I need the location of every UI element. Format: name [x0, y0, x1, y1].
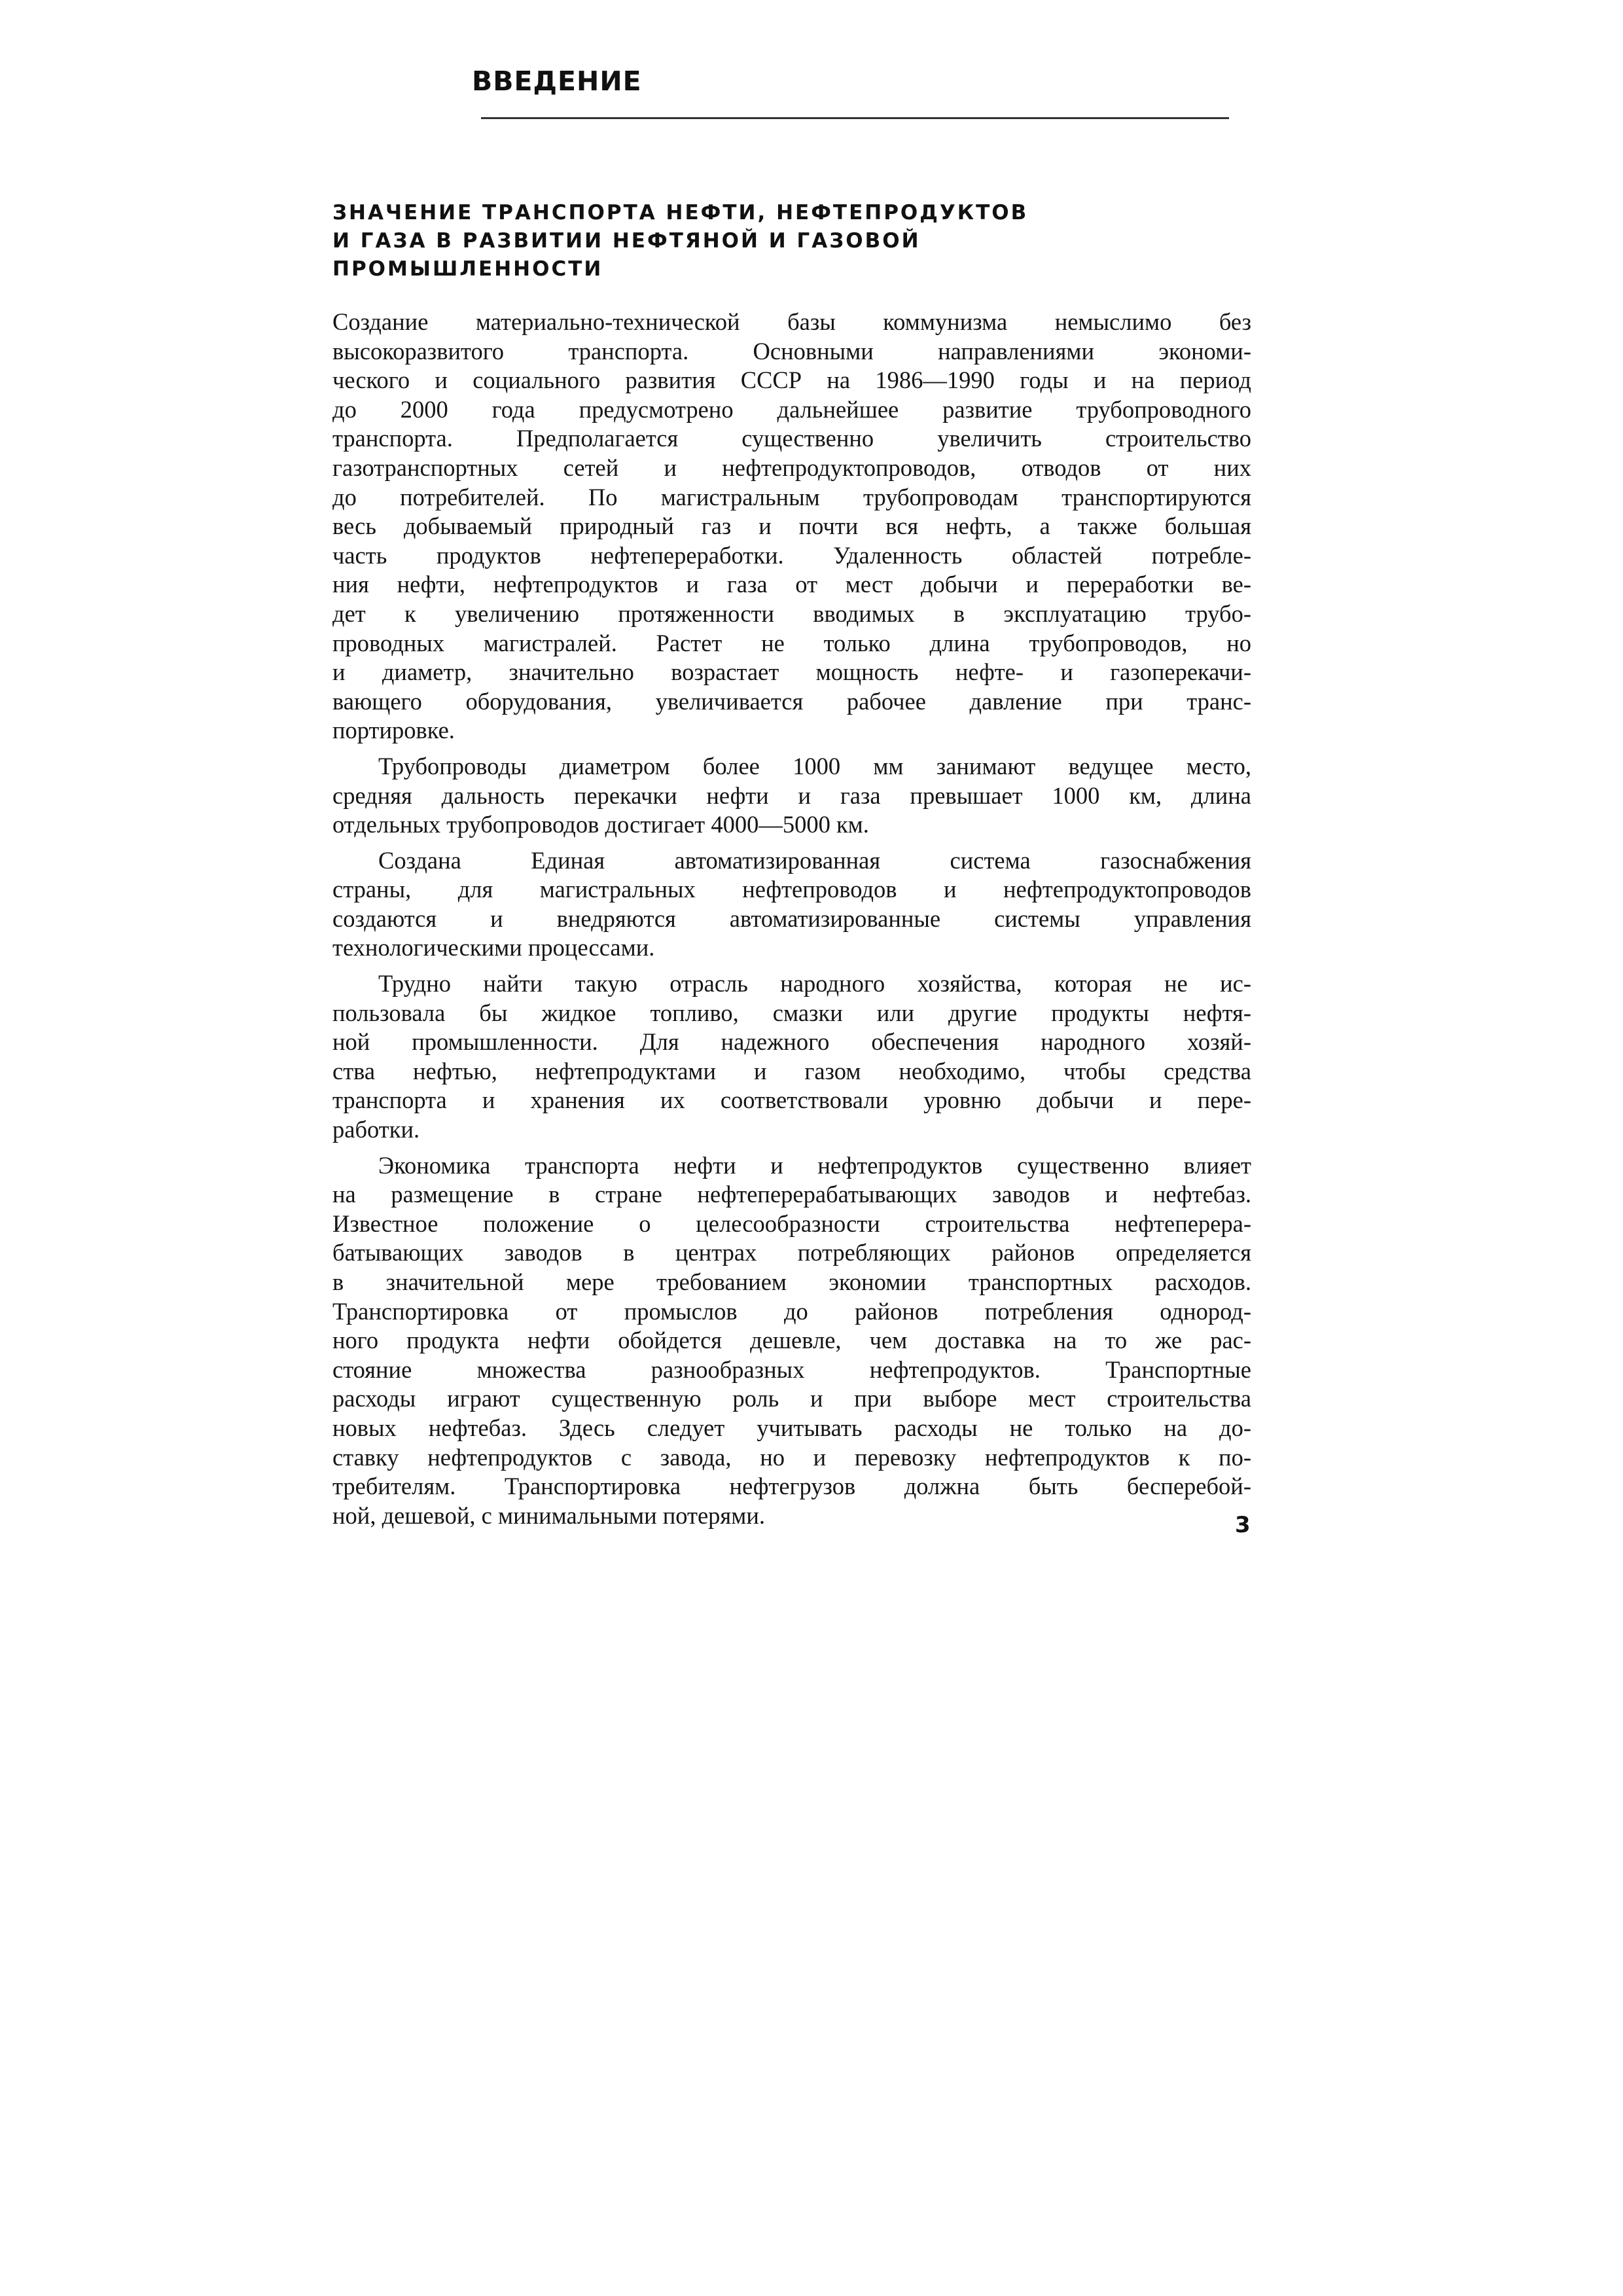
text-line: транспорта. Предполагается существенно увеличить строительство	[332, 425, 1251, 452]
text-line: в значительной мере требованием экономии транспортных расходов.	[332, 1268, 1251, 1295]
text-line: ческого и социального развития СССР на 1986—1990 годы и на период	[332, 367, 1251, 394]
text-line: часть продуктов нефтепереработки. Удаленность областей потребле-	[332, 541, 1251, 569]
text-line: вающего оборудования, увеличивается рабочее давление при транс-	[332, 687, 1251, 715]
section-heading-line: И ГАЗА В РАЗВИТИИ НЕФТЯНОЙ И ГАЗОВОЙ	[332, 229, 921, 253]
paragraph	[332, 308, 1251, 745]
text-line: на размещение в стране нефтеперерабатывающих заводов и нефтебаз.	[332, 1181, 1251, 1208]
text-line: до 2000 года предусмотрено дальнейшее развитие трубопроводного	[332, 395, 1251, 423]
text-line: ной промышленности. Для надежного обеспечения народного хозяй-	[332, 1028, 1251, 1056]
chapter-title: ВВЕДЕНИЕ	[472, 65, 642, 97]
text-line: ного продукта нефти обойдется дешевле, чем доставка на то же рас-	[332, 1327, 1251, 1354]
text-line: весь добываемый природный газ и почти вся нефть, а также большая	[332, 512, 1251, 540]
text-line: пользовала бы жидкое топливо, смазки или другие продукты нефтя-	[332, 999, 1251, 1026]
text-line: батывающих заводов в центрах потребляющих районов определяется	[332, 1239, 1251, 1266]
page-number: 3	[1235, 1512, 1251, 1538]
paragraph	[332, 846, 1251, 963]
text-line: средняя дальность перекачки нефти и газа превышает 1000 км, длина	[332, 781, 1251, 809]
body-text	[332, 308, 1251, 1537]
section-heading-line: ПРОМЫШЛЕННОСТИ	[332, 257, 603, 281]
text-line: дет к увеличению протяженности вводимых в эксплуатацию трубо-	[332, 600, 1251, 627]
text-line: ставку нефтепродуктов с завода, но и перевозку нефтепродуктов к по-	[332, 1443, 1251, 1471]
text-line: расходы играют существенную роль и при выборе мест строительства	[332, 1385, 1251, 1412]
text-line: Известное положение о целесообразности строительства нефтеперера-	[332, 1210, 1251, 1237]
text-line: новых нефтебаз. Здесь следует учитывать расходы не только на до-	[332, 1414, 1251, 1441]
text-line: ства нефтью, нефтепродуктами и газом необходимо, чтобы средства	[332, 1057, 1251, 1085]
text-line: создаются и внедряются автоматизированные системы управления	[332, 905, 1251, 932]
section-heading-line: ЗНАЧЕНИЕ ТРАНСПОРТА НЕФТИ, НЕФТЕПРОДУКТОВ	[332, 201, 1029, 224]
text-line: проводных магистралей. Растет не только длина трубопроводов, но	[332, 629, 1251, 656]
text-line: портировке.	[332, 717, 455, 744]
text-line: ной, дешевой, с минимальными потерями.	[332, 1501, 765, 1529]
text-line: Создана Единая автоматизированная система газоснабжения	[378, 846, 1251, 874]
text-line: Трубопроводы диаметром более 1000 мм занимают ведущее место,	[378, 752, 1251, 780]
text-line: Трудно найти такую отрасль народного хозяйства, которая не ис-	[378, 970, 1251, 997]
text-line: Экономика транспорта нефти и нефтепродуктов существенно влияет	[378, 1151, 1251, 1179]
text-line: высокоразвитого транспорта. Основными направлениями экономи-	[332, 337, 1251, 365]
text-line: газотранспортных сетей и нефтепродуктопроводов, отводов от них	[332, 454, 1251, 481]
text-line: страны, для магистральных нефтепроводов и нефтепродуктопроводов	[332, 876, 1251, 903]
text-line: работки.	[332, 1116, 420, 1143]
text-line: требителям. Транспортировка нефтегрузов должна быть бесперебой-	[332, 1473, 1251, 1500]
text-line: Транспортировка от промыслов до районов потребления однород-	[332, 1297, 1251, 1325]
paragraph	[332, 752, 1251, 840]
text-line: и диаметр, значительно возрастает мощность нефте- и газоперекачи-	[332, 658, 1251, 686]
text-line: до потребителей. По магистральным трубопроводам транспортируются	[332, 483, 1251, 511]
text-line: технологическими процессами.	[332, 934, 655, 961]
paragraph	[332, 1151, 1251, 1531]
section-heading	[332, 199, 1118, 283]
text-line: ния нефти, нефтепродуктов и газа от мест добычи и переработки ве-	[332, 571, 1251, 598]
text-line: транспорта и хранения их соответствовали уровню добычи и пере-	[332, 1086, 1251, 1114]
text-line: стояние множества разнообразных нефтепродуктов. Транспортные	[332, 1355, 1251, 1383]
paragraph	[332, 969, 1251, 1145]
text-line: отдельных трубопроводов достигает 4000—5000 км.	[332, 811, 869, 838]
title-rule	[481, 117, 1229, 119]
text-line: Создание материально-технической базы коммунизма немыслимо без	[332, 308, 1251, 335]
